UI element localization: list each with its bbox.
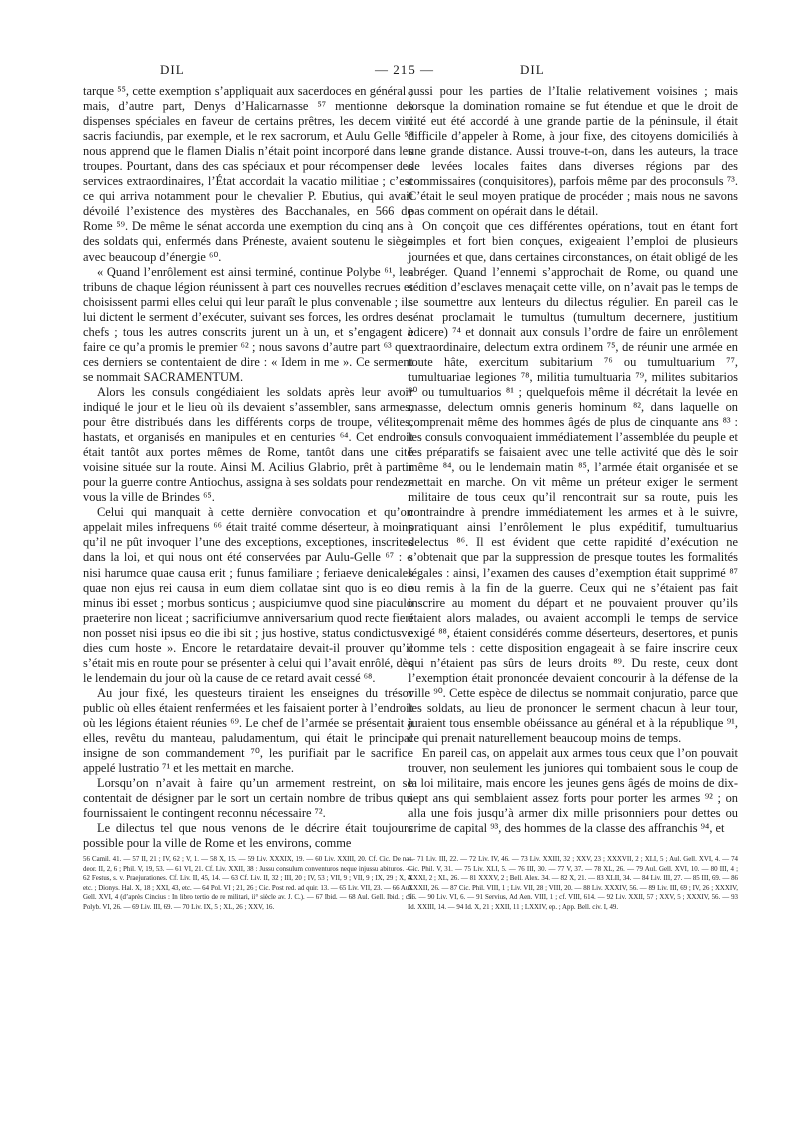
footnotes-left: 56 Camil. 41. — 57 II, 21 ; IV, 62 ; V, 1. — 58 X, 15. — 59 Liv. XXXIX, 19. — 60 Liv. XXIII, 20. Cf. Cic. De nat. deor. II, 2, 6 ; Phil. V, 19, 53. — 61 VI, 21. Cf. Liv. XXII, 38 : Jussu consulum conventuros neque injussu abituros. — 62 Festus, s. v. Praejurationes. Cf. Liv. II, 45, 14. — 63 Cf. Liv. II, 32 ; III, 20 ; IV, 53 ; VII, 9 ; VII, 9 ; IX, 29 ; X, 4. etc. ; Dionys. Hal. X, 18 ; XXI, 43, etc. — 64 Pol. VI ; 21, 26 ; Cic. Post red. ad quir. 13. — 65 Liv. VII, 23. — 66 Aul. Gell. XVI, 4 (d’après Cincius : In libro tertio de re militari, ii° siècle av. J. C.). — 67 Ibid. — 68 Aul. Gell. Ibid. ; cf. Polyb. VI, 26. — 69 Liv. III, 69. — 70 Liv. IX, 5 ; XL, 26 ; XXV, 16. [83, 856, 413, 911]
paragraph: On conçoit que ces différentes opérations, tout en étant fort simples et fort bien conçues, exigeaient l’emploi de plusieurs journées et que, dans certaines circonstances, on était obligé de les abréger. Quand l’ennemi s’approchait de Rome, ou quand une sédition d’esclaves menaçait cette ville, on n’avait pas le temps de se soumettre aux lenteurs du dilectus régulier. En pareil cas le sénat proclamait le tumultus (tumultum decernere, justitium edicere) ⁷⁴ et donnait aux consuls l’ordre de faire un enrôlement extraordinaire, delectum extra ordinem ⁷⁵, de réunir une armée en toute hâte, exercitum subitarium ⁷⁶ ou tumultuarium ⁷⁷, tumultuariae legiones ⁷⁸, militia tumultuaria ⁷⁹, milites subitarios ⁸⁰ ou tumultuarios ⁸¹ ; quelquefois même il décrétait la levée en masse, delectum omnis generis hominum ⁸², dans laquelle on comprenait même des hommes âgés de plus de cinquante ans ⁸³ : les consuls convoquaient immédiatement l’assemblée du peuple et les préparatifs se faisaient avec une telle activité que dès le soir même ⁸⁴, ou le lendemain matin ⁸⁵, l’armée était organisée et se mettait en marche. On vit même un préteur exiger le serment militaire de tous ceux qu’il rencontrait sur sa route, puis les contraindre à prendre immédiatement les armes et à le suivre, pratiquant ainsi l’enrôlement le plus expéditif, tumultuarius delectus ⁸⁶. Il est évident que cette rapidité d’exécution ne s’obtenait que par la suppression de presque toutes les formalités légales : ainsi, l’examen des causes d’exemption était supprimé ⁸⁷ ou remis à la fin de la guerre. Ceux qui ne s’étaient pas fait inscrire au moment du départ et ne pouvaient prouver qu’ils étaient alors malades, ou avaient accompli le temps de service exigé ⁸⁸, étaient considérés comme déserteurs, desertores, et punis comme tels : cette disposition engageait à se faire inscrire ceux qui n’étaient pas sûrs de leurs droits ⁸⁹. Du reste, ceux dont l’exemption était prononcée devaient concourir à la défense de la ville ⁹⁰. Cette espèce de dilectus se nommait conjuratio, parce que les soldats, au lieu de prononcer le serment chacun à leur tour, juraient tous ensemble obéissance au général et à la république ⁹¹, ce qui prenait naturellement beaucoup moins de temps. [408, 219, 738, 746]
paragraph: Celui qui manquait à cette dernière convocation et qu’on appelait miles infrequens ⁶⁶ était traité comme déserteur, à moins qu’il ne pût invoquer l’une des exceptions, exceptiones, inscrites dans la loi, et qui nous ont été conservées par Aulu-Gelle ⁶⁷ : « nisi harumce quae causa erit ; funus familiare ; feriaeve denicales quae non ejus rei causa in eum diem collatae sint quo is eo die minus ibi esset ; morbus sonticus ; auspiciumve quod sine piaculo praeterire non liceat ; sacrificiumve anniversarium quod recte fieri non posset nisi ipsus eo die ibi sit ; jus hostive, status condictusve dies cum hoste ». Encore le retardataire devait-il prouver qu’il s’était mis en route pour se présenter à celui qui l’avait enrôlé, dès le lendemain du jour où la cause de ce retard avait cessé ⁶⁸. [83, 505, 413, 685]
paragraph: aussi pour les parties de l’Italie relativement voisines ; mais lorsque la domination romaine se fut étendue et que le droit de cité eut été accordé à une grande partie de la péninsule, il était difficile d’appeler à Rome, à jour fixe, des citoyens domiciliés à une grande distance. Aussi trouve-t-on, dans les auteurs, la trace de levées locales faites dans diverses régions par des commissaires (conquisitores), parfois même par des proconsuls ⁷³. C’était le seul moyen pratique de procéder ; mais nous ne savons pas comment on opérait dans le détail. [408, 84, 738, 219]
paragraph: Alors les consuls congédiaient les soldats après leur avoir indiqué le jour et le lieu où ils devaient s’assembler, sans armes, pour être distribués dans les différents corps de troupe, vélites, hastats, et organisés en manipules et en centuries ⁶⁴. Cet endroit était tantôt aux portes mêmes de Rome, tantôt dans une cité voisine située sur la route. Ainsi M. Acilius Glabrio, prêt à partir pour la guerre contre Antiochus, assigna à ses soldats pour rendez-vous la ville de Brindes ⁶⁵. [83, 384, 413, 505]
paragraph: « Quand l’enrôlement est ainsi terminé, continue Polybe ⁶¹, les tribuns de chaque légion réunissent à part ces nouvelles recrues et choisissent parmi elles celui qui leur paraît le plus convenable ; ils lui dictent le serment d’exécuter, suivant ses forces, les ordres des chefs ; tous les autres conscrits jurent un à un, et s’engagent à faire ce qu’a promis le premier ⁶² ; nous savons d’autre part ⁶³ que ces derniers se contentaient de dire : « Idem in me ». Ce serment se nommait SACRAMENTUM. [83, 264, 413, 384]
header-left-title: DIL [160, 62, 185, 77]
paragraph: Lorsqu’on n’avait à faire qu’un armement restreint, on se contentait de désigner par le sort un certain nombre de tribus qui fournissaient le contingent reconnu nécessaire ⁷². [83, 776, 413, 821]
footnotes-right: — 71 Liv. III, 22. — 72 Liv. IV, 46. — 73 Liv. XXIII, 32 ; XXV, 23 ; XXXVII, 2 ; XLI, 5 ; Aul. Gell. XVI, 4. — 74 Cic. Phil. V, 31. — 75 Liv. XLI, 5. — 76 III, 30. — 77 V, 37. — 78 XL, 26. — 79 Aul. Gell. XVI, 10. — 80 III, 4 ; XXXI, 2 ; XL, 26. — 81 XXXV, 2 ; Bell. Alex. 34. — 82 X, 21. — 83 XLII, 34. — 84 Liv. III, 27. — 85 III, 69. — 86 XXXII, 26. — 87 Cic. Phil. VIII, 1 ; Liv. VII, 28 ; VIII, 20. — 88 Liv. XXXIV, 56. — 89 Liv. III, 69 ; IV, 26 ; XXXIV, 56. — 90 Liv. VI, 6. — 91 Servius, Ad Aen. VIII, 1 ; cf. VIII, 614. — 92 Liv. XXII, 57 ; XXV, 5 ; XXXIV, 56. — 93 Id. XXIII, 14. — 94 Id. X, 21 ; XXII, 11 ; LXXIV, ep. ; App. Bell. civ. I, 49. [408, 856, 738, 911]
left-column [83, 84, 413, 851]
page-number: — 215 — [375, 62, 434, 77]
right-column [408, 84, 738, 836]
paragraph: Au jour fixé, les questeurs tiraient les enseignes du trésor public où elles étaient renfermées et les faisaient porter à l’endroit où les légions étaient réunies ⁶⁹. Le chef de l’armée se présentait à elles, revêtu du manteau, paludamentum, qui était le principal insigne de son commandement ⁷⁰, les purifiait par le sacrifice appelé lustratio ⁷¹ et les mettait en marche. [83, 685, 413, 776]
header-right-title: DIL [520, 62, 545, 77]
paragraph: En pareil cas, on appelait aux armes tous ceux que l’on pouvait trouver, non seulement les juniores qui tombaient sous le coup de la loi militaire, mais encore les jeunes gens âgés de moins de dix-sept ans qui semblaient assez forts pour porter les armes ⁹² ; on alla une fois jusqu’à armer dix mille prisonniers pour dettes ou crime de capital ⁹³, des hommes de la classe des affranchis ⁹⁴, et [408, 746, 738, 836]
page-header [0, 62, 800, 82]
paragraph: Le dilectus tel que nous venons de le décrire était toujours possible pour la ville de Rome et les environs, comme [83, 821, 413, 851]
paragraph: tarque ⁵⁵, cette exemption s’appliquait aux sacerdoces en général ; mais, d’autre part, Denys d’Halicarnasse ⁵⁷ mentionne des dispenses spéciales en faveur de certains prêtres, les decem viri sacris faciundis, par exemple, et le rex sacrorum, et Aulu Gelle ⁵⁸ nous apprend que le flamen Dialis n’était point incorporé dans les troupes. Pourtant, dans des cas spéciaux et pour récompenser des services extraordinaires, l’État accordait la vacatio militiae ; c’est ce qui arriva notamment pour le chevalier P. Ebutius, qui avait dévoilé l’existence des mystères des Bacchanales, en 566 de Rome ⁵⁹. De même le sénat accorda une exemption du cinq ans à des soldats qui, enfermés dans Préneste, avaient soutenu le siège avec beaucoup d’énergie ⁶⁰. [83, 84, 413, 264]
